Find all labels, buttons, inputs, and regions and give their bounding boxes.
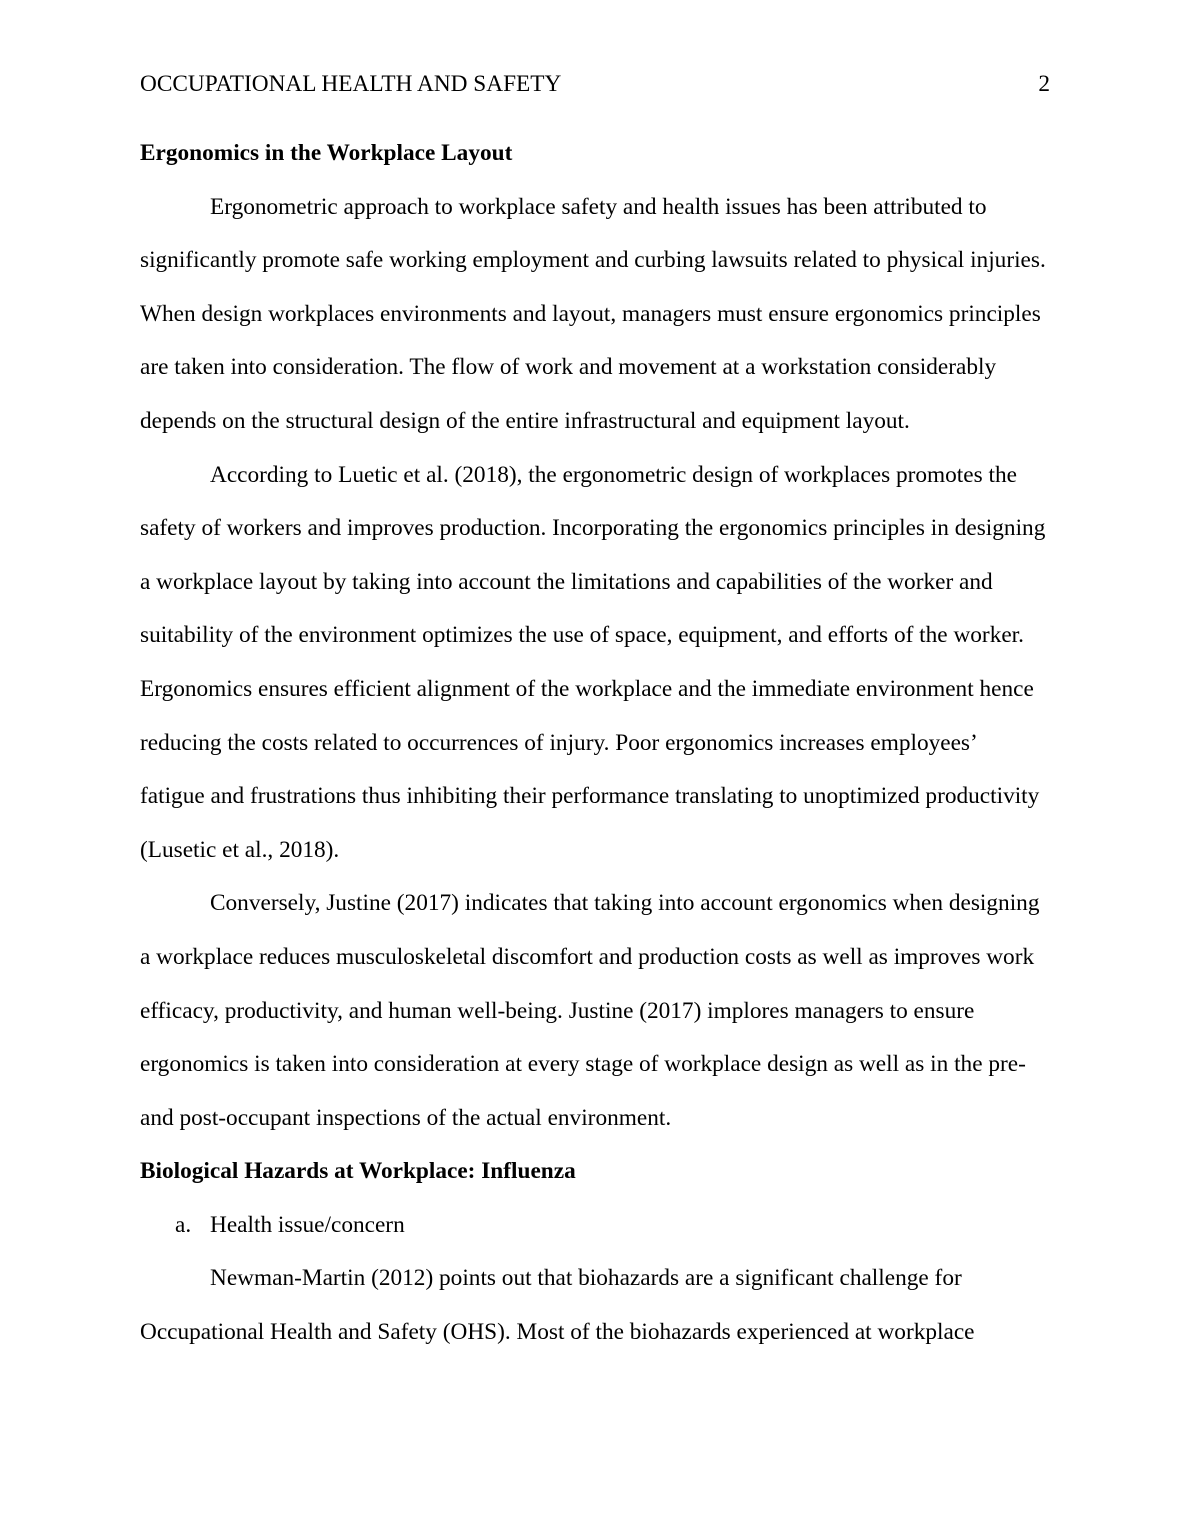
paragraph-line: Newman-Martin (2012) points out that biohazards are a significant challenge for [210,1265,962,1292]
paragraph-line: and post-occupant inspections of the actual environment. [140,1104,672,1131]
document-body [140,127,1060,1360]
paragraph-line: depends on the structural design of the entire infrastructural and equipment layout. [140,407,910,434]
page-header [140,70,1050,98]
paragraph-line: Ergonometric approach to workplace safety and health issues has been attributed to [210,193,987,220]
paragraph-line: According to Luetic et al. (2018), the ergonometric design of workplaces promotes the [210,461,1017,488]
paragraph-line: suitability of the environment optimizes the use of space, equipment, and efforts of the worker. [140,622,1024,649]
section-heading: Ergonomics in the Workplace Layout [140,140,513,166]
paragraph-line: reducing the costs related to occurrences of injury. Poor ergonomics increases employees’ [140,729,978,756]
list-item-text: Health issue/concern [210,1211,405,1238]
paragraph-line: fatigue and frustrations thus inhibiting their performance translating to unoptimized productivity [140,783,1040,810]
paragraph-line: a workplace layout by taking into account the limitations and capabilities of the worker and [140,568,993,595]
list-marker: a. [175,1211,192,1238]
paragraph-line: When design workplaces environments and layout, managers must ensure ergonomics principles [140,300,1041,327]
paragraph-line: safety of workers and improves production. Incorporating the ergonomics principles in designing [140,515,1046,542]
paragraph-line: ergonomics is taken into consideration at every stage of workplace design as well as in the pre- [140,1051,1026,1078]
paragraph-line: Ergonomics ensures efficient alignment of the workplace and the immediate environment hence [140,675,1034,702]
paragraph-line: Occupational Health and Safety (OHS). Most of the biohazards experienced at workplace [140,1319,975,1346]
paragraph-line: Conversely, Justine (2017) indicates that taking into account ergonomics when designing [210,890,1040,917]
paragraph-line: a workplace reduces musculoskeletal discomfort and production costs as well as improves work [140,943,1035,970]
running-head: OCCUPATIONAL HEALTH AND SAFETY [140,71,562,97]
paragraph-line: are taken into consideration. The flow of work and movement at a workstation considerably [140,354,997,381]
list-item [140,1199,1060,1253]
page-number: 2 [1038,71,1050,97]
paragraph-line: significantly promote safe working employment and curbing lawsuits related to physical injuries. [140,247,1046,274]
paragraph-line: efficacy, productivity, and human well-being. Justine (2017) implores managers to ensure [140,997,975,1024]
section-heading: Biological Hazards at Workplace: Influenza [140,1158,576,1185]
paragraph-line: (Lusetic et al., 2018). [140,836,340,863]
